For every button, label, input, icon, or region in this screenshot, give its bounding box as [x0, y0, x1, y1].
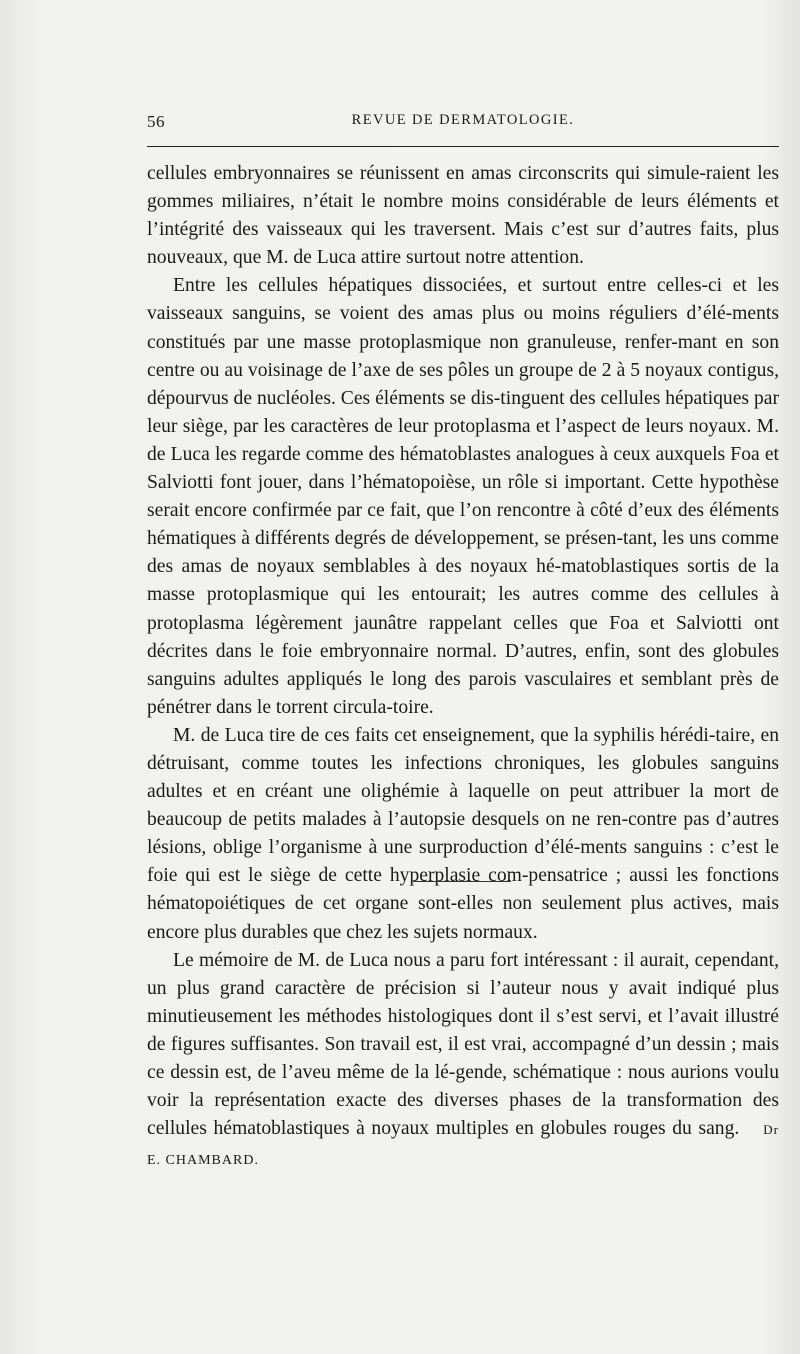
running-title: REVUE DE DERMATOLOGIE. [351, 112, 575, 128]
page-header [147, 112, 779, 138]
signature-name: E. CHAMBARD. [147, 1153, 259, 1169]
header-rule [147, 146, 779, 147]
paragraph-2: Entre les cellules hépatiques dissociées, et surtout entre celles-ci et les vaisseaux sanguins, se voient des amas plus ou moins réguliers d’élé-ments constitués par une masse protoplasmique non granuleuse, renfer-mant en son centre ou au voisinage de l’axe de ses pôles un groupe de 2 à 5 noyaux contigus, dépourvus de nucléoles. Ces éléments se dis-tinguent des cellules hépatiques par leur siège, par les caractères de leur protoplasma et l’aspect de leurs noyaux. M. de Luca les regarde comme des hématoblastes analogues à ceux auxquels Foa et Salviotti font jouer, dans l’hématopoièse, un rôle si important. Cette hypothèse serait encore confirmée par ce fait, que l’on rencontre à côté d’eux des éléments hématiques à différents degrés de développement, se présen-tant, les uns comme des amas de noyaux semblables à des noyaux hé-matoblastiques sortis de la masse protoplasmique qui les entourait; les autres comme des cellules à protoplasma légèrement jaunâtre rappelant celles que Foa et Salviotti ont décrites dans le foie embryonnaire normal. D’autres, enfin, sont des globules sanguins adultes appliqués le long des parois vasculaires et semblant près de pénétrer dans le torrent circula-toire. [147, 275, 779, 718]
article-body [147, 160, 779, 1175]
page-number: 56 [147, 112, 165, 131]
end-of-article-rule [413, 881, 511, 882]
paragraph-4-text: Le mémoire de M. de Luca nous a paru fort intéressant : il aurait, cependant, un plus grand caractère de précision si l’auteur nous y avait indiqué plus minutieusement les méthodes histologiques dont il s’est servi, et l’avait illustré de figures suffisantes. Son travail est, il est vrai, accompagné d’un dessin ; mais ce dessin est, de l’aveu même de la lé-gende, schématique : nous aurions voulu voir la représentation exacte des diverses phases de la transformation des cellules hématoblastiques à noyaux multiples en globules rouges du sang. [147, 949, 779, 1140]
paragraph-4 [147, 947, 779, 1176]
paragraph-1: cellules embryonnaires se réunissent en amas circonscrits qui simule-raient les gommes miliaires, n’était le nombre moins considérable de leurs éléments et l’intégrité des vaisseaux qui les traversent. Mais c’est sur d’autres faits, plus nouveaux, que M. de Luca attire surtout notre attention. [147, 163, 779, 269]
paragraph-3: M. de Luca tire de ces faits cet enseignement, que la syphilis hérédi-taire, en détruisant, comme toutes les infections chroniques, les globules sanguins adultes et en créant une olighémie à laquelle on peut attribuer la mort de beaucoup de petits malades à l’autopsie desquels on ne ren-contre pas d’autres lésions, oblige l’organisme à une surproduction d’élé-ments sanguins : c’est le foie qui est le siège de cette hyperplasie com-pensatrice ; aussi les fonctions hématopoiétiques de cet organe sont-elles non seulement plus actives, mais encore plus durables que chez les sujets normaux. [147, 724, 779, 943]
signature-prefix: Dr [763, 1122, 779, 1138]
